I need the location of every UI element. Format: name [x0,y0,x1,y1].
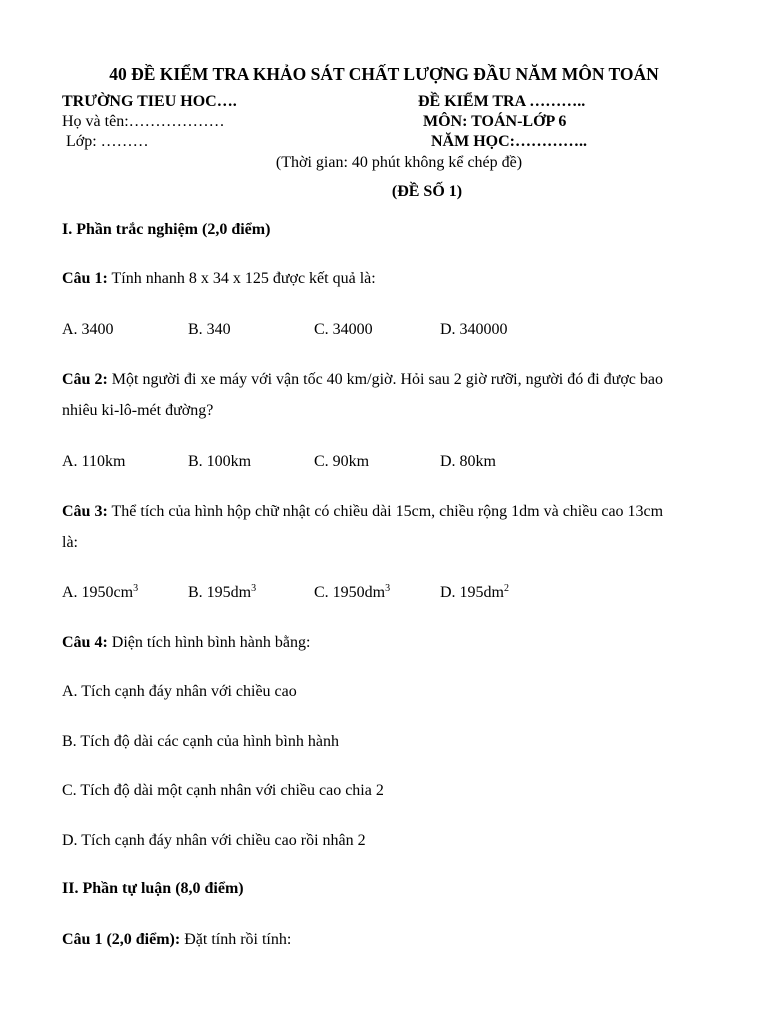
q4-option-d: D. Tích cạnh đáy nhân với chiều cao rồi nhân 2 [62,832,366,849]
q3-option-b [188,585,256,601]
q2-option-d: D. 80km [440,453,496,470]
q3-option-b-exponent: 3 [251,583,257,594]
q3-option-a-exponent: 3 [133,583,139,594]
q1-option-d: D. 340000 [440,321,508,338]
q2-option-a: A. 110km [62,453,126,470]
q3-option-d-exponent: 2 [504,583,509,594]
q4-option-b: B. Tích độ dài các cạnh của hình bình hành [62,733,339,750]
school-year-label: NĂM HỌC:………….. [431,133,587,150]
q3-option-a-value: A. 1950cm [62,584,134,601]
part2-heading: II. Phần tự luận (8,0 điểm) [62,880,244,897]
q3-option-b-value: B. 195dm [188,584,252,601]
q3-option-a [62,585,138,601]
part2-question-1 [62,932,291,948]
time-note: (Thời gian: 40 phút không kể chép đề) [275,154,523,171]
part2-question-1-label: Câu 1 (2,0 điểm): [62,931,181,948]
question-3 [62,504,663,520]
q1-option-c: C. 34000 [314,321,373,338]
q3-option-c [314,585,390,601]
q4-option-c: C. Tích độ dài một cạnh nhân với chiều cao chia 2 [62,782,384,799]
question-4 [62,635,310,651]
q2-option-b: B. 100km [188,453,252,470]
q3-option-d [440,585,509,601]
question-3-label: Câu 3: [62,503,108,520]
question-4-text: Diện tích hình bình hành bằng: [107,634,311,651]
q1-option-a: A. 3400 [62,321,114,338]
question-1-text: Tính nhanh 8 x 34 x 125 được kết quả là: [107,270,376,287]
student-name-field: Họ và tên:……………… [62,113,225,130]
question-1 [62,271,376,287]
question-3-text-line1: Thể tích của hình hộp chữ nhật có chiều dài 15cm, chiều rộng 1dm và chiều cao 13cm [107,503,664,520]
question-2-text-line2: nhiêu ki-lô-mét đường? [62,402,214,419]
question-4-label: Câu 4: [62,634,108,651]
q3-option-d-value: D. 195dm [440,584,504,601]
part1-heading: I. Phần trắc nghiệm (2,0 điểm) [62,221,271,238]
question-2-text-line1: Một người đi xe máy với vận tốc 40 km/giờ. Hỏi sau 2 giờ rưỡi, người đó đi được bao [107,371,663,388]
q2-option-c: C. 90km [314,453,370,470]
question-2 [62,372,663,388]
question-2-label: Câu 2: [62,371,108,388]
q1-option-b: B. 340 [188,321,231,338]
q4-option-a: A. Tích cạnh đáy nhân với chiều cao [62,683,297,700]
question-1-label: Câu 1: [62,270,108,287]
part2-question-1-text: Đặt tính rồi tính: [180,931,292,948]
school-name: TRƯỜNG TIEU HOC…. [62,93,237,110]
exam-number: (ĐỀ SỐ 1) [391,183,463,200]
q3-option-c-exponent: 3 [385,583,391,594]
question-3-text-line2: là: [62,534,78,551]
subject-label: MÔN: TOÁN-LỚP 6 [423,113,567,130]
q3-option-c-value: C. 1950dm [314,584,386,601]
document-title: 40 ĐỀ KIỂM TRA KHẢO SÁT CHẤT LƯỢNG ĐẦU NĂM MÔN TOÁN [109,64,659,84]
exam-label: ĐỀ KIỂM TRA ……….. [418,93,586,110]
class-field: Lớp: ……… [66,133,149,150]
